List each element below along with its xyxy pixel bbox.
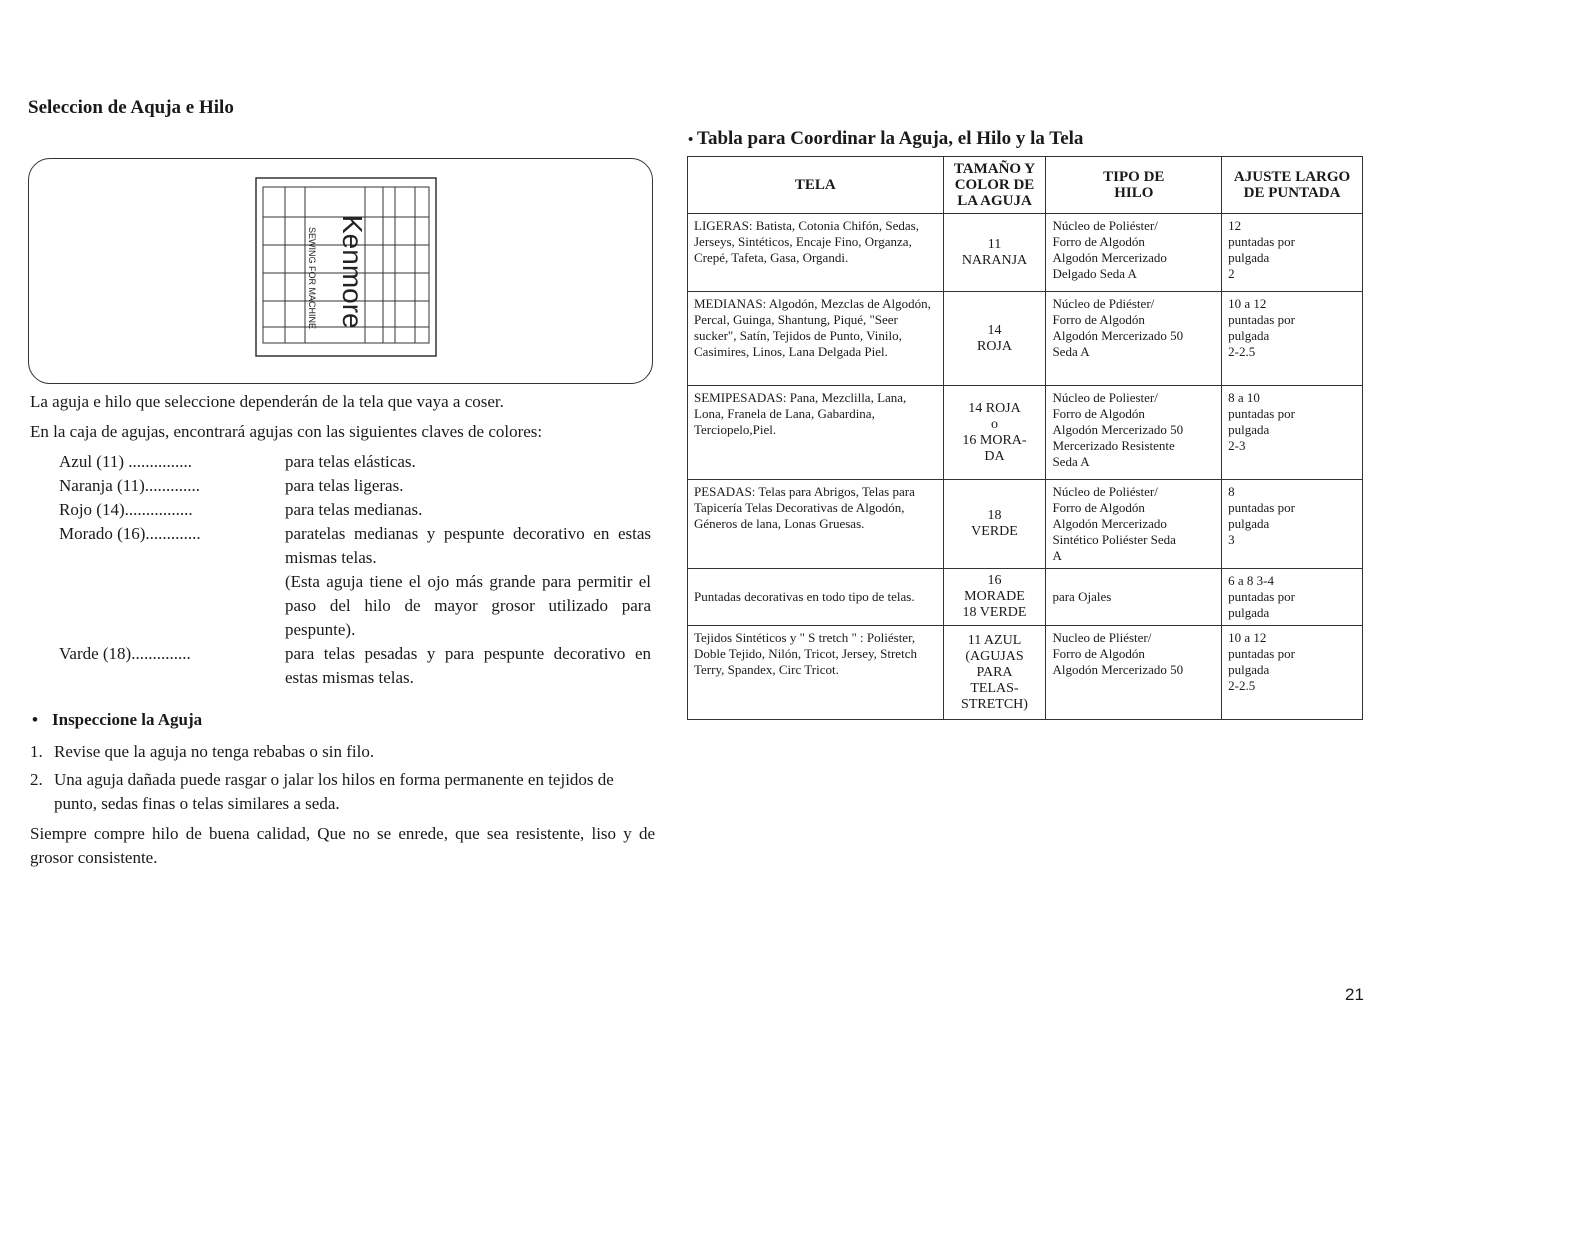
table-row	[688, 480, 1363, 569]
color-code-label: Azul (11) ...............	[59, 452, 192, 471]
column-header: TIPO DE HILO	[1046, 157, 1222, 214]
needle-case-illustration-frame	[28, 158, 653, 384]
thread-cell: Núcleo de Pdiéster/ Forro de Algodón Algodón Mercerizado 50 Seda A	[1046, 292, 1222, 386]
stitch-cell: 10 a 12 puntadas por pulgada 2-2.5	[1222, 292, 1363, 386]
table-row	[688, 386, 1363, 480]
color-code-label: Naranja (11).............	[59, 476, 200, 495]
color-code-label: Rojo (14)................	[59, 500, 193, 519]
fabric-cell: Tejidos Sintéticos y " S tretch " : Poliéster, Doble Tejido, Nilón, Tricot, Jersey, Stretch Terry, Spandex, Circ Tricot.	[688, 626, 944, 720]
stitch-cell: 12 puntadas por pulgada 2	[1222, 214, 1363, 292]
thread-cell: Núcleo de Poliester/ Forro de Algodón Algodón Mercerizado 50 Mercerizado Resistente Seda A	[1046, 386, 1222, 480]
table-row	[688, 569, 1363, 626]
table-title	[688, 128, 1083, 150]
stitch-cell: 8 a 10 puntadas por pulgada 2-3	[1222, 386, 1363, 480]
needle-case-illustration	[255, 177, 437, 357]
column-header: TELA	[688, 157, 944, 214]
column-header: TAMAÑO Y COLOR DE LA AGUJA	[943, 157, 1046, 214]
color-code-description: para telas elásticas.	[285, 452, 416, 471]
stitch-cell: 6 a 8 3-4 puntadas por pulgada	[1222, 569, 1363, 626]
fabric-cell: SEMIPESADAS: Pana, Mezclilla, Lana, Lona, Franela de Lana, Gabardina, Terciopelo,Piel.	[688, 386, 944, 480]
page-number: 21	[1345, 985, 1364, 1004]
fabric-cell: PESADAS: Telas para Abrigos, Telas para Tapicería Telas Decorativas de Algodón, Géneros de lana, Lonas Gruesas.	[688, 480, 944, 569]
table-row	[688, 292, 1363, 386]
thread-cell: para Ojales	[1046, 569, 1222, 626]
list-number: 1.	[30, 742, 43, 761]
color-code-note: (Esta aguja tiene el ojo más grande para permitir el paso del hilo de mayor grosor utilizado para pespunte).	[285, 572, 651, 639]
needle-cell: 16 MORADE 18 VERDE	[943, 569, 1046, 626]
stitch-cell: 8 puntadas por pulgada 3	[1222, 480, 1363, 569]
needle-case-side-text: SEWING FOR MACHINE	[307, 227, 317, 330]
list-item: Revise que la aguja no tenga rebabas o sin filo.	[54, 742, 375, 761]
fabric-cell: Puntadas decorativas en todo tipo de telas.	[688, 569, 944, 626]
needle-case-brand: Kenmore	[337, 215, 368, 329]
thread-cell: Nucleo de Pliéster/ Forro de Algodón Algodón Mercerizado 50	[1046, 626, 1222, 720]
table-row	[688, 626, 1363, 720]
table-header-row	[688, 157, 1363, 214]
page-title: Seleccion de Aquja e Hilo	[28, 97, 234, 118]
intro-paragraph: En la caja de agujas, encontrará agujas con las siguientes claves de colores:	[30, 422, 543, 441]
bullet-icon: •	[688, 132, 698, 148]
needle-thread-fabric-table	[687, 156, 1363, 720]
bullet-icon: •	[32, 710, 38, 729]
list-item: Una aguja dañada puede rasgar o jalar los hilos en forma permanente en tejidos de punto, sedas finas o telas similares a seda.	[54, 770, 614, 813]
needle-cell: 18 VERDE	[943, 480, 1046, 569]
thread-cell: Núcleo de Poliéster/ Forro de Algodón Algodón Mercerizado Delgado Seda A	[1046, 214, 1222, 292]
needle-cell: 14 ROJA o 16 MORA- DA	[943, 386, 1046, 480]
color-code-description: para telas medianas.	[285, 500, 423, 519]
section-heading: Inspeccione la Aguja	[52, 710, 203, 729]
needle-cell: 14 ROJA	[943, 292, 1046, 386]
thread-cell: Núcleo de Poliéster/ Forro de Algodón Algodón Mercerizado Sintético Poliéster Seda A	[1046, 480, 1222, 569]
color-code-description: para telas pesadas y para pespunte decorativo en estas mismas telas.	[285, 644, 651, 687]
stitch-cell: 10 a 12 puntadas por pulgada 2-2.5	[1222, 626, 1363, 720]
fabric-cell: LIGERAS: Batista, Cotonia Chifón, Sedas, Jerseys, Sintéticos, Encaje Fino, Organza, Crepé, Tafeta, Gasa, Organdi.	[688, 214, 944, 292]
intro-paragraph: La aguja e hilo que seleccione dependerán de la tela que vaya a coser.	[30, 392, 504, 411]
color-code-description: para telas ligeras.	[285, 476, 404, 495]
table-row	[688, 214, 1363, 292]
column-header: AJUSTE LARGO DE PUNTADA	[1222, 157, 1363, 214]
color-code-label: Morado (16).............	[59, 524, 201, 543]
needle-cell: 11 AZUL (AGUJAS PARA TELAS- STRETCH)	[943, 626, 1046, 720]
color-code-description: paratelas medianas y pespunte decorativo en estas mismas telas.	[285, 524, 651, 567]
closing-paragraph: Siempre compre hilo de buena calidad, Que no se enrede, que sea resistente, liso y de grosor consistente.	[30, 824, 655, 867]
table-title-text: Tabla para Coordinar la Aguja, el Hilo y la Tela	[697, 128, 1084, 149]
list-number: 2.	[30, 770, 43, 789]
fabric-cell: MEDIANAS: Algodón, Mezclas de Algodón, Percal, Guinga, Shantung, Piqué, "Seer sucker", Satín, Tejidos de Punto, Vinilo, Casimires, Linos, Lana Delgada Piel.	[688, 292, 944, 386]
needle-cell: 11 NARANJA	[943, 214, 1046, 292]
color-code-label: Varde (18)..............	[59, 644, 191, 663]
